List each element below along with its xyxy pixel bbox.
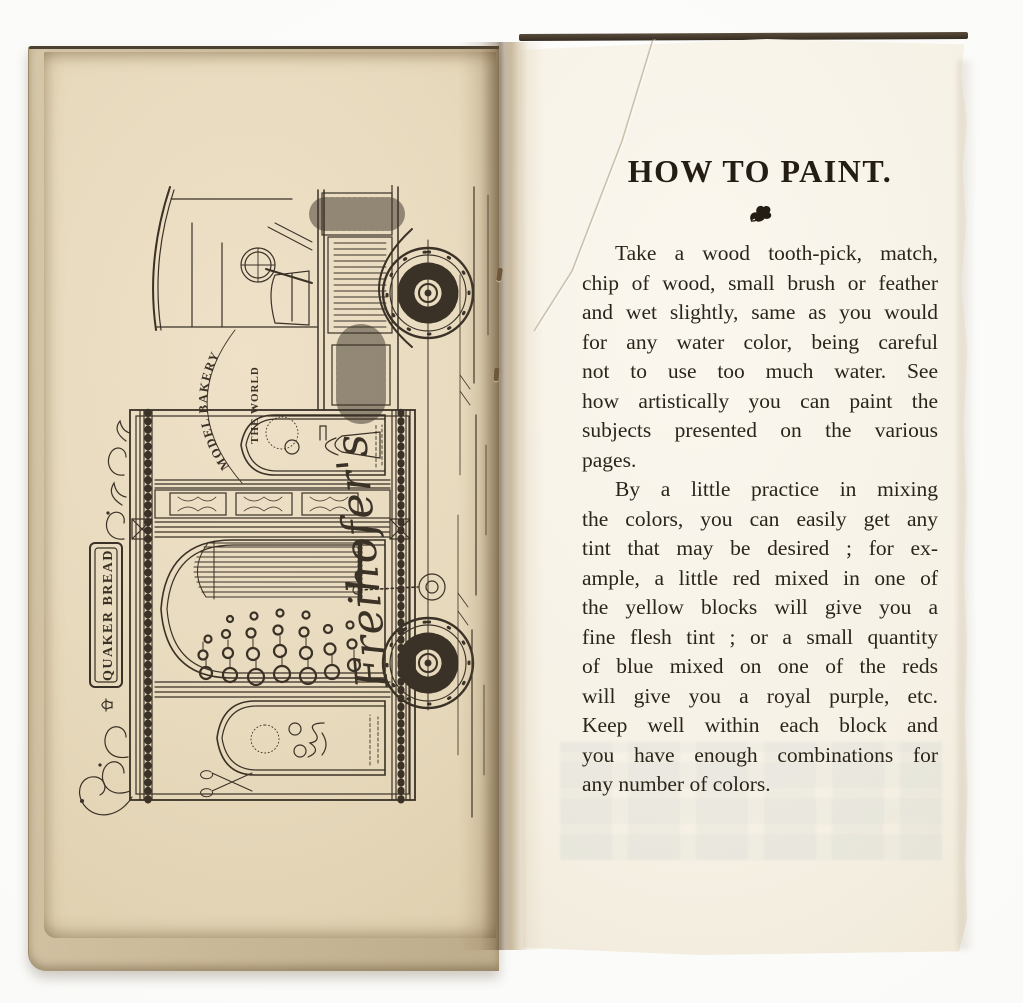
body-text [582, 239, 938, 800]
hedera-fleuron-icon [747, 203, 774, 224]
text-line: chip of wood, small brush or feather [582, 270, 938, 295]
text-line: of blue mixed on one of the reds [582, 654, 938, 678]
trumpet-horns [199, 610, 361, 686]
text-line: Keep well within each block and [582, 713, 938, 737]
text-line: and wet slightly, same as you would [582, 300, 938, 324]
top-cover-edge [519, 32, 968, 41]
banner-text: THE WORLD [249, 366, 261, 444]
cab-and-hood [153, 185, 412, 410]
banner-arc-text: MODEL BAKERY [196, 348, 232, 473]
ground-speed-lines [458, 187, 488, 817]
text-line: how artistically you can paint the [582, 388, 938, 413]
page-title: HOW TO PAINT. [627, 153, 893, 189]
text-line: any number of colors. [582, 772, 771, 796]
text-line: ample, a little red mixed in one of [582, 565, 938, 590]
text-line: for any water color, being careful [582, 329, 938, 354]
text-line: the yellow blocks will give you a [582, 595, 938, 619]
page-edge-shadow [958, 60, 976, 950]
text-line: Take a wood tooth-pick, match, [615, 241, 938, 265]
bakery-wagon-line-art [60, 185, 490, 835]
text-line: the colors, you can easily get any [582, 506, 938, 531]
text-line: subjects presented on the various [582, 418, 938, 442]
quaker-bread-sign [90, 543, 122, 687]
binding-stitch [494, 368, 500, 381]
right-page-content [582, 152, 938, 800]
chain-drum [419, 574, 445, 600]
text-line: pages. [582, 447, 637, 472]
model-bakery-banner [196, 330, 261, 483]
text-line: you have enough combinations for [582, 742, 938, 767]
left-page [44, 52, 496, 938]
text-line: will give you a royal purple, etc. [582, 683, 938, 708]
text-line: not to use too much water. See [582, 359, 938, 383]
freihofers-script-text: Freihofer's [325, 431, 399, 691]
binding-stitch [496, 268, 503, 282]
left-figure-panel [217, 701, 385, 775]
urn-finial [102, 699, 112, 711]
wagon-illustration-rotated [60, 185, 490, 835]
text-line: fine flesh tint ; or a small quantity [582, 624, 938, 649]
text-line: tint that may be desired ; for ex- [582, 536, 938, 560]
text-line: By a little practice in mixing [615, 477, 938, 501]
quaker-bread-sign-text: QUAKER BREAD [101, 549, 116, 681]
